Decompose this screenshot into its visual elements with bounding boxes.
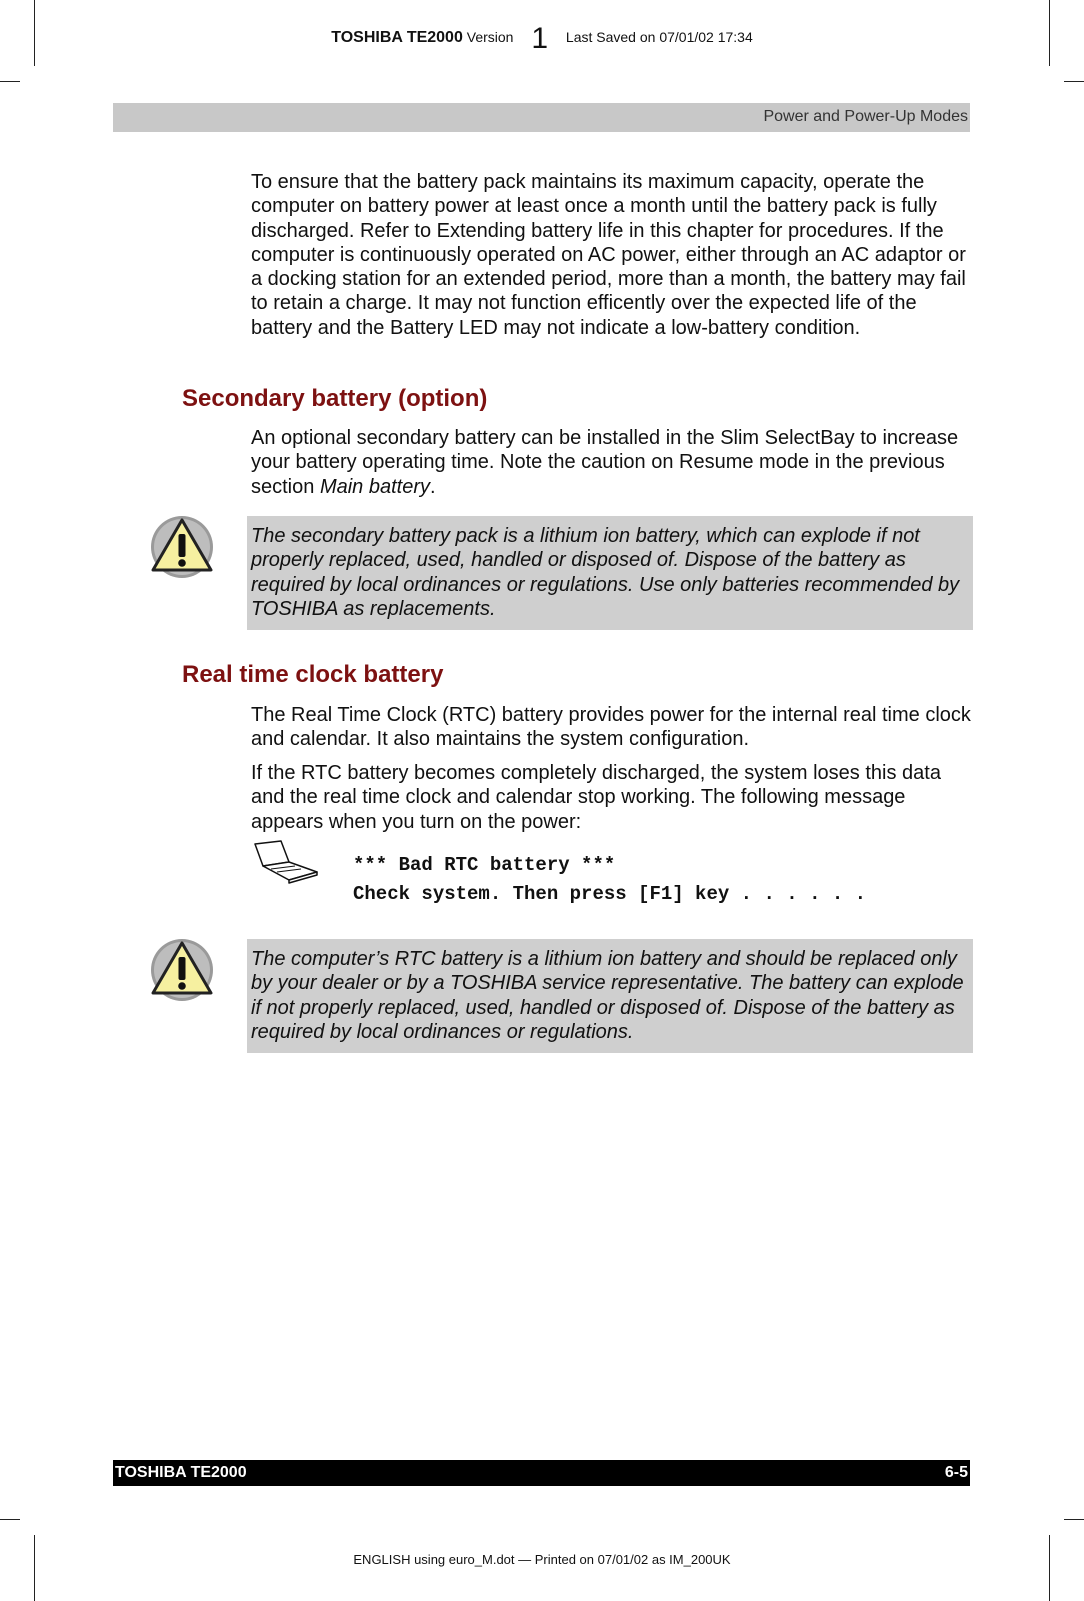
laptop-icon	[251, 840, 321, 884]
secondary-body-italic: Main battery	[319, 475, 430, 498]
print-info: ENGLISH using euro_M.dot — Printed on 07/01/02 as IM_200UK	[353, 1552, 731, 1567]
header-saved: Last Saved on 07/01/02 17:34	[565, 29, 753, 45]
intro-paragraph: To ensure that the battery pack maintains its maximum capacity, operate the computer on battery power at least once a month until the battery pack is fully discharged. Refer to Extending battery life in this chapter for procedures. If the computer is continuously operated on AC power, either through an AC adaptor or a docking station for an extended period, more than a month, the battery may fail to retain a charge. It may not function efficently over the expected life of the battery and the Battery LED may not indicate a low-battery condition.	[251, 171, 966, 339]
header-product: TOSHIBA TE2000	[331, 29, 463, 46]
rtc-paragraph-1: The Real Time Clock (RTC) battery provides power for the internal real time clock and calendar. It also maintains the system configuration.	[251, 704, 971, 751]
rtc-message-line-1: *** Bad RTC battery ***	[353, 854, 616, 876]
crop-mark	[34, 1535, 35, 1601]
rtc-message-line-2: Check system. Then press [F1] key . . . . . .	[353, 883, 867, 905]
caution-text: The secondary battery pack is a lithium ion battery, which can explode if not properly replaced, used, handled or disposed of. Dispose of the battery as required by local ordinances or regulations. Use only batteries recommended by TOSHIBA as replacements.	[251, 525, 960, 620]
header-version-label: Version	[466, 29, 514, 45]
crop-mark	[1064, 1519, 1084, 1520]
heading-rtc-battery: Real time clock battery	[182, 661, 444, 688]
caution-text: The computer’s RTC battery is a lithium ion battery and should be replaced only by your dealer or by a TOSHIBA service representative. The battery can explode if not properly replaced, used, handled or disposed of. Dispose of the battery as required by local ordinances or regulations.	[251, 948, 964, 1043]
rtc-paragraph-2: If the RTC battery becomes completely discharged, the system loses this data and the real time clock and calendar stop working. The following message appears when you turn on the power:	[251, 762, 941, 833]
caution-callout	[247, 939, 973, 1053]
footer-title: TOSHIBA TE2000	[115, 1464, 247, 1481]
footer-bar	[113, 1460, 970, 1486]
caution-icon	[149, 514, 215, 580]
page-number: 6-5	[944, 1464, 968, 1481]
section-bar	[113, 103, 970, 132]
secondary-body-end: .	[430, 475, 436, 498]
section-title: Power and Power-Up Modes	[763, 108, 968, 125]
secondary-paragraph	[251, 426, 971, 499]
document-header	[0, 22, 1084, 56]
caution-callout	[247, 516, 973, 630]
crop-mark	[1049, 1535, 1050, 1601]
secondary-body-start: An optional secondary battery can be installed in the Slim SelectBay to increase your battery operating time. Note the caution on Resume mode in the previous section	[251, 427, 959, 498]
crop-mark	[0, 1519, 20, 1520]
crop-mark	[1064, 81, 1084, 82]
header-version-number: 1	[531, 22, 549, 55]
crop-mark	[0, 81, 20, 82]
heading-secondary-battery: Secondary battery (option)	[182, 385, 488, 412]
caution-icon	[149, 937, 215, 1003]
